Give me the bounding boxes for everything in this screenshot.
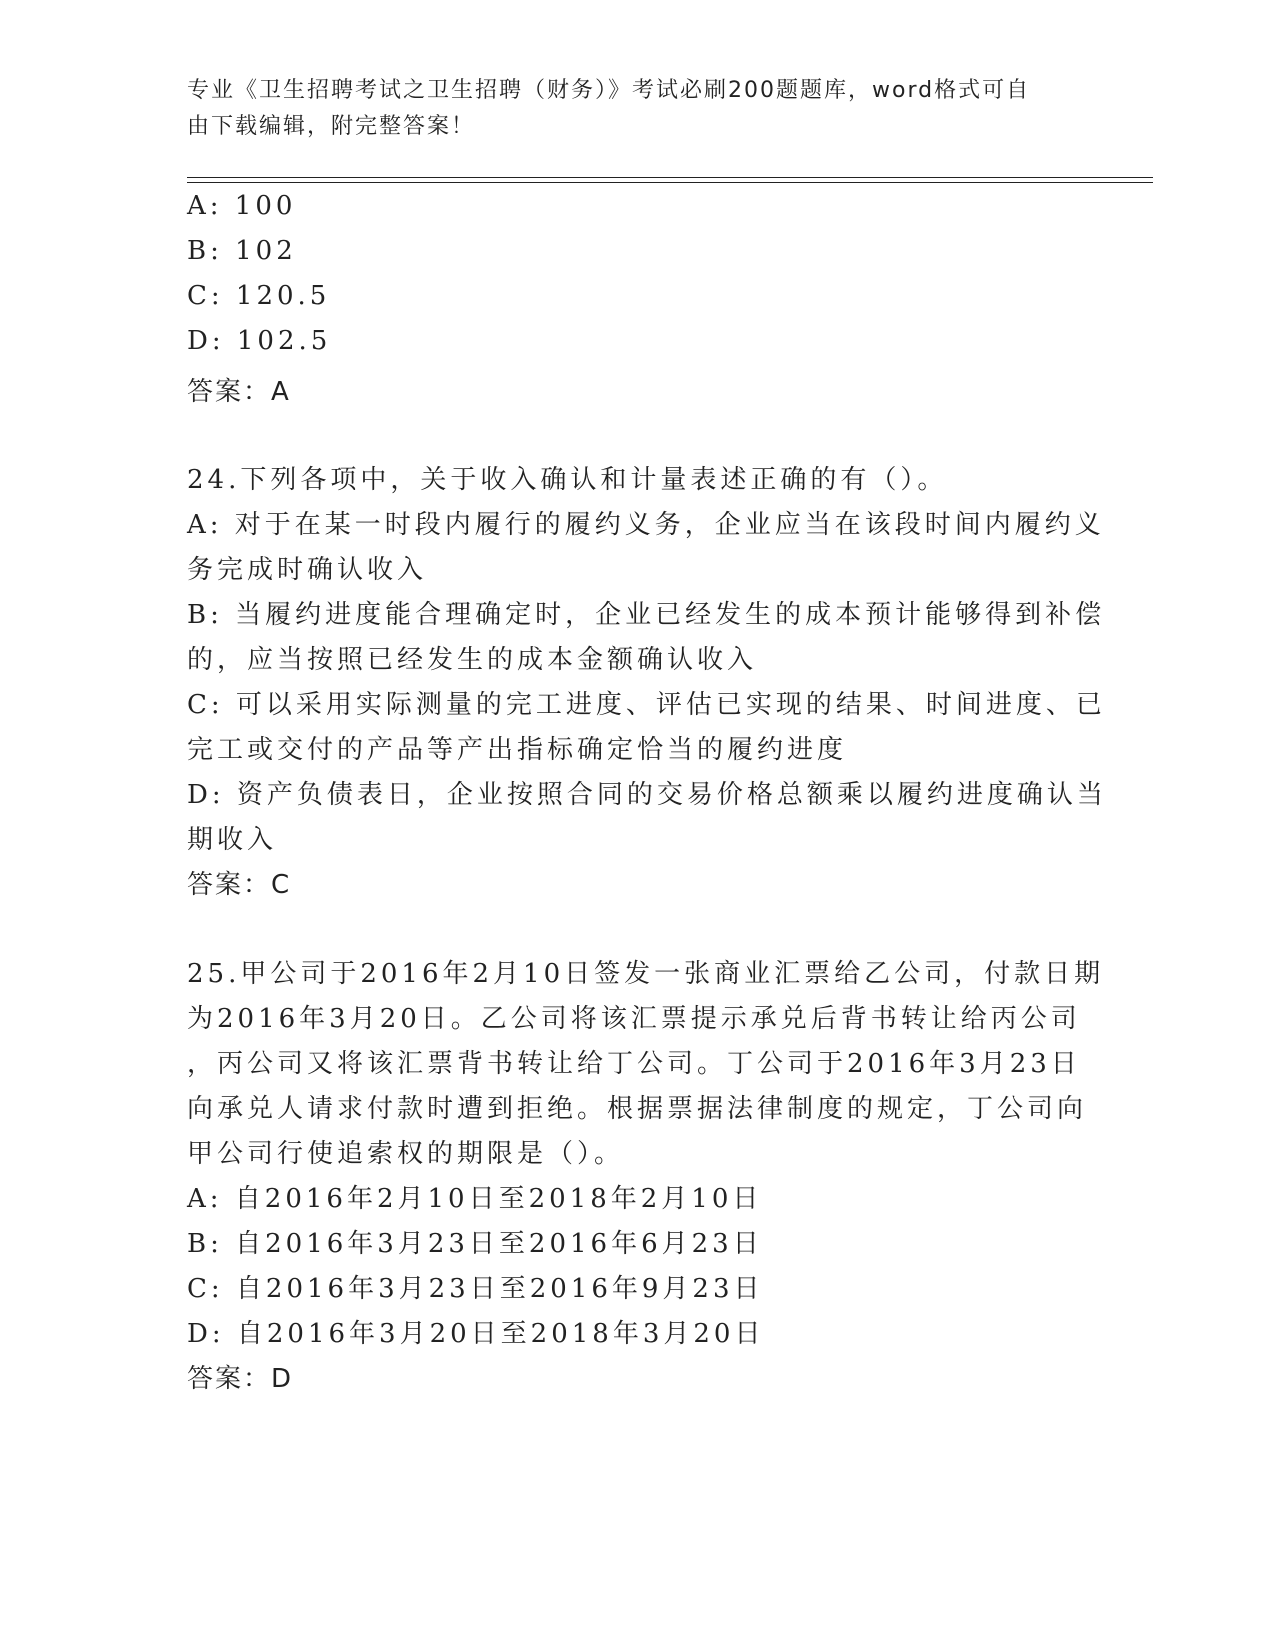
q24-option-line: B: 当履约进度能合理确定时，企业已经发生的成本预计能够得到补偿 [187,600,1106,630]
q25-answer: 答案：D [187,1364,294,1394]
q25-option-a: A: 自2016年2月10日至2018年2月10日 [187,1184,763,1214]
q25-stem-line: 25.甲公司于2016年2月10日签发一张商业汇票给乙公司，付款日期 [187,959,1105,989]
q25-option-c: C: 自2016年3月23日至2016年9月23日 [187,1274,764,1304]
q25-stem-line: 向承兑人请求付款时遭到拒绝。根据票据法律制度的规定，丁公司向 [187,1094,1088,1124]
q24-option-line: 完工或交付的产品等产出指标确定恰当的履约进度 [187,735,848,765]
header-line-2: 由下载编辑，附完整答案！ [187,114,476,139]
q24-option-line: 务完成时确认收入 [187,555,428,585]
q25-option-b: B: 自2016年3月23日至2016年6月23日 [187,1229,763,1259]
q23-option-b: B: 102 [187,236,297,266]
q24-option-line: A: 对于在某一时段内履行的履约义务，企业应当在该段时间内履约义 [187,510,1105,540]
q25-stem-line: 为2016年3月20日。乙公司将该汇票提示承兑后背书转让给丙公司 [187,1004,1081,1034]
q25-option-d: D: 自2016年3月20日至2018年3月20日 [187,1319,765,1349]
q24-stem: 24.下列各项中，关于收入确认和计量表述正确的有（）。 [187,465,948,495]
q23-option-d: D: 102.5 [187,326,332,356]
q24-option-line: D: 资产负债表日，企业按照合同的交易价格总额乘以履约进度确认当 [187,780,1107,810]
q25-stem-line: 甲公司行使追索权的期限是（）。 [187,1139,625,1169]
header-line-1: 专业《卫生招聘考试之卫生招聘（财务）》考试必刷200题题库，word格式可自 [187,78,1031,103]
q23-answer: 答案：A [187,377,291,407]
q24-option-line: 的，应当按照已经发生的成本金额确认收入 [187,645,758,675]
q25-stem-line: ，丙公司又将该汇票背书转让给丁公司。丁公司于2016年3月23日 [187,1049,1081,1079]
q24-option-line: 期收入 [187,825,278,855]
header-divider-top [187,177,1153,178]
q23-option-c: C: 120.5 [187,281,331,311]
header-divider-bottom [187,182,1153,183]
q24-option-line: C: 可以采用实际测量的完工进度、评估已实现的结果、时间进度、已 [187,690,1106,720]
q24-answer: 答案：C [187,870,292,900]
q23-option-a: A: 100 [187,191,297,221]
document-header [187,73,1067,145]
